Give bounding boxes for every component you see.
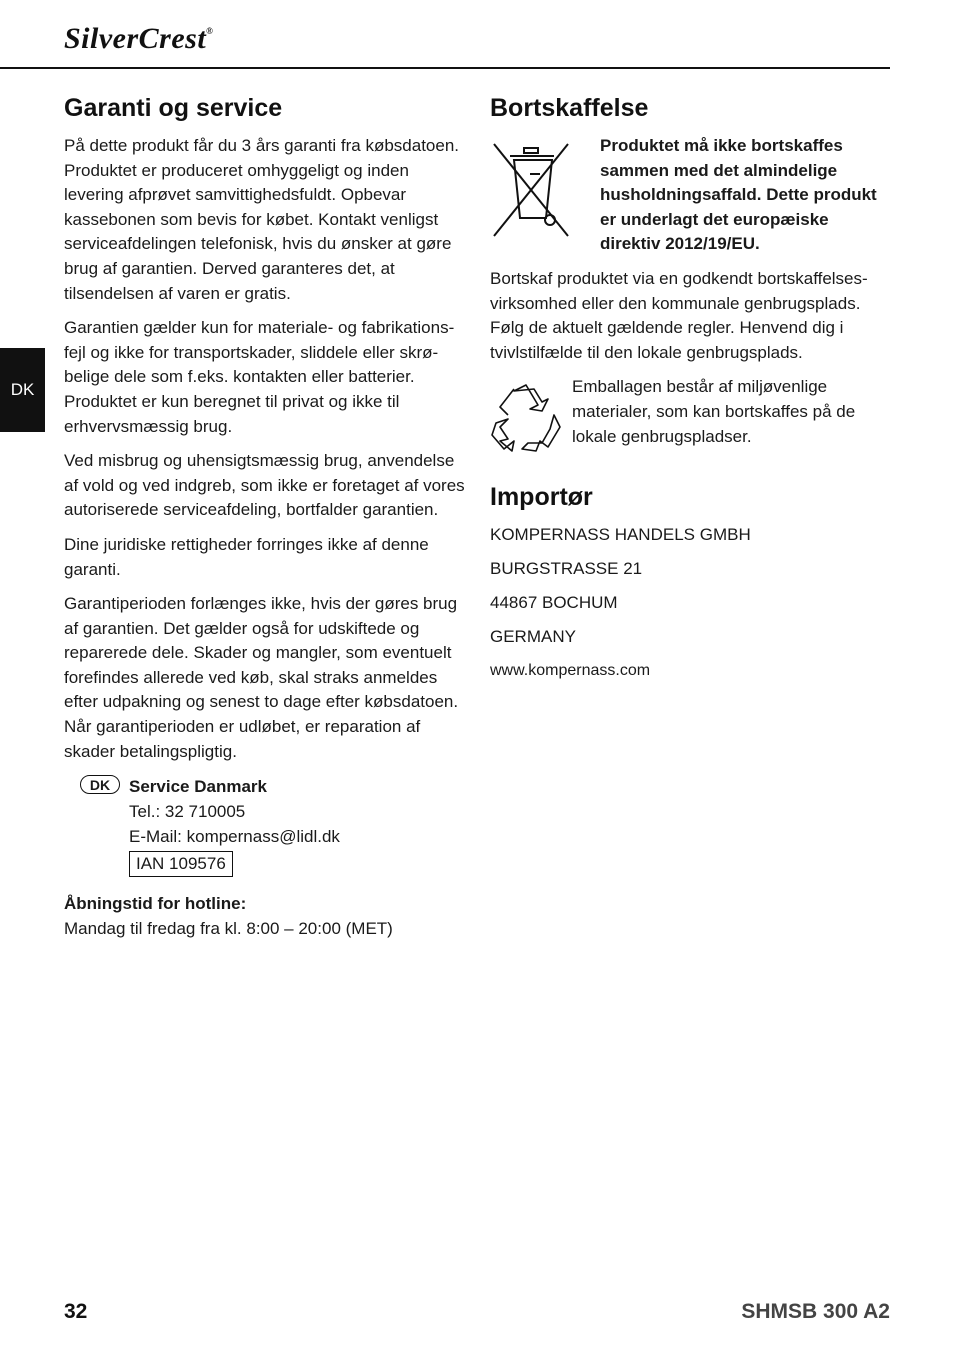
- hotline-title: Åbningstid for hotline:: [64, 894, 247, 914]
- importer-address-line: 44867 BOCHUM: [490, 593, 618, 613]
- recycle-icon: [490, 381, 564, 453]
- packaging-notice: [490, 375, 890, 453]
- importer-heading: Importør: [490, 483, 593, 512]
- page-number: 32: [64, 1300, 88, 1323]
- brand-logo: [64, 22, 213, 56]
- importer-website: www.kompernass.com: [490, 662, 651, 680]
- importer-address-line: BURGSTRASSE 21: [490, 559, 643, 579]
- hotline-times: Mandag til fredag fra kl. 8:00 – 20:00 (MET): [64, 919, 393, 939]
- service-contact: [80, 774, 468, 877]
- warranty-paragraph: Garantien gælder kun for materiale- og fabrikationsfejl og ikke for transportskader, sliddele eller skrøbelige dele som f.eks. kontakten eller batterier. Produktet er kun beregnet til privat og ikke til erhvervsmæssig brug.: [64, 318, 455, 436]
- disposal-heading: Bortskaffelse: [490, 94, 649, 122]
- header-rule: [0, 67, 890, 69]
- crossed-bin-icon: [490, 140, 574, 240]
- disposal-column: [490, 92, 890, 693]
- warranty-heading: Garanti og service: [64, 94, 283, 122]
- model-number: SHMSB 300 A2: [741, 1300, 890, 1323]
- language-tab: [0, 348, 45, 432]
- service-title: Service Danmark: [129, 777, 267, 797]
- disposal-warning: Produktet må ikke bortskaffes sammen med det almindelige husholdningsaffald. Dette produkt er underlagt det europæiske direktiv 2012/19/EU.: [600, 136, 877, 254]
- importer-address-line: KOMPERNASS HANDELS GMBH: [490, 525, 751, 545]
- language-tab-label: DK: [10, 380, 35, 399]
- service-phone: Tel.: 32 710005: [129, 802, 246, 822]
- warranty-paragraph: Ved misbrug og uhensigtsmæssig brug, anvendelse af vold og ved indgreb, som ikke er foretaget af vores autoriserede serviceafdeling, bortfalder garantien.: [64, 451, 465, 520]
- ian-number: IAN 109576: [129, 851, 233, 877]
- weee-notice: [490, 134, 890, 257]
- packaging-text: Emballagen består af miljøvenlige materialer, som kan bortskaffes på de lokale genbrugspladser.: [572, 377, 856, 446]
- warranty-paragraph: Garantiperioden forlænges ikke, hvis der gøres brug af garantien. Det gælder også for udskiftede og reparerede dele. Skader og mangler, som eventuelt forefindes allerede ved køb, skal straks anmeldes efter udpakning og senest to dage efter købsdatoen. Når garantiperioden er udløbet, er reparation af skader betalingspligtig.: [64, 594, 459, 761]
- trademark-symbol: ®: [206, 26, 214, 36]
- importer-address-line: GERMANY: [490, 627, 576, 647]
- hotline-hours: [64, 891, 468, 941]
- warranty-column: [64, 92, 468, 941]
- warranty-paragraph: På dette produkt får du 3 års garanti fra købsdatoen. Produktet er produceret omhyggeligt og inden levering afprøvet samvittighedsfuldt. Opbevar kassebonen som bevis for købet. Kontakt venligst serviceafdelingen telefonisk, hvis du ønsker at gøre brug af garantien. Derved garanteres det, at tilsendelsen af varen er gratis.: [64, 136, 460, 303]
- warranty-paragraph: Dine juridiske rettigheder forringes ikke af denne garanti.: [64, 534, 429, 579]
- brand-name: SilverCrest: [64, 22, 207, 55]
- country-badge: DK: [80, 775, 120, 794]
- disposal-instructions: Bortskaf produktet via en godkendt bortskaffelsesvirksomhed eller den kommunale genbrugsplads. Følg de aktuelt gældende regler. Henvend dig i tvivlstilfælde til den lokale genbrugsplads.: [490, 268, 868, 362]
- service-email: E-Mail: kompernass@lidl.dk: [129, 827, 340, 847]
